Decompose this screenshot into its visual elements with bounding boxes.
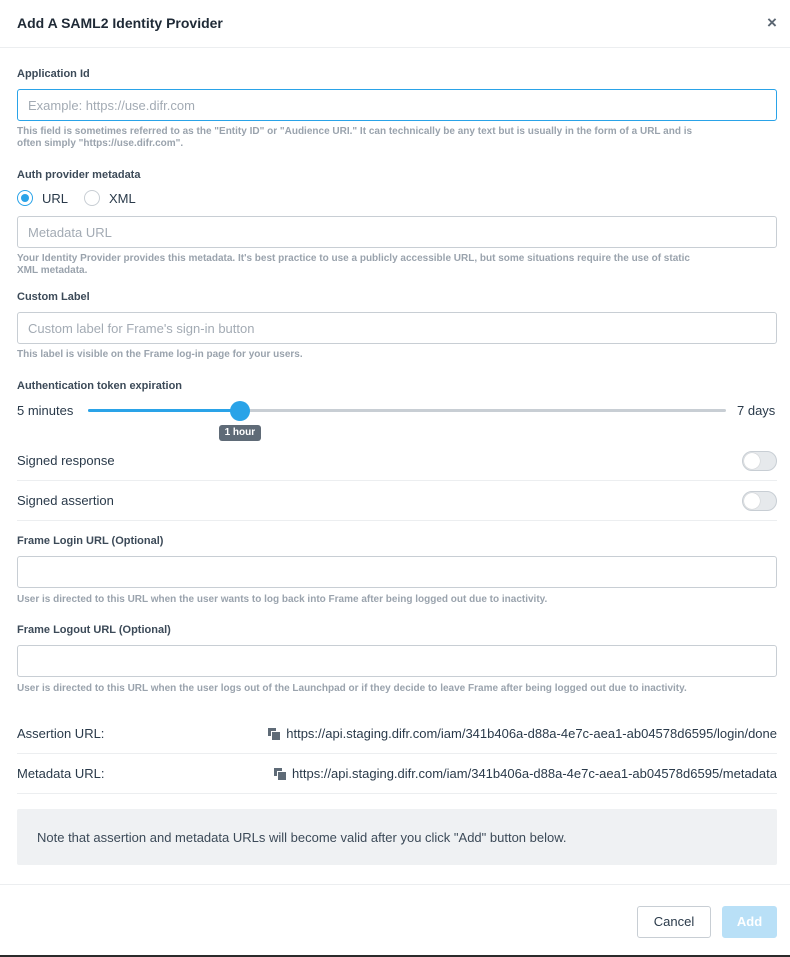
custom-label-input[interactable] <box>17 312 777 344</box>
signed-assertion-label: Signed assertion <box>17 493 114 508</box>
copy-icon[interactable] <box>274 768 286 780</box>
frame-logout-input[interactable] <box>17 645 777 677</box>
metadata-help-line1: Your Identity Provider provides this metadata. It's best practice to use a publicly accessible URL, but some situations require the use of static <box>17 253 690 264</box>
auth-metadata-label: Auth provider metadata <box>17 169 141 181</box>
radio-url[interactable] <box>17 190 33 206</box>
info-note-text: Note that assertion and metadata URLs will become valid after you click "Add" button below. <box>37 830 567 845</box>
toggle-knob <box>744 493 760 509</box>
metadata-url-value: https://api.staging.difr.com/iam/341b406a-d88a-4e7c-aea1-ab04578d6595/metadata <box>292 766 777 781</box>
token-expiration-label: Authentication token expiration <box>17 380 183 392</box>
toggle-knob <box>744 453 760 469</box>
signed-assertion-toggle[interactable] <box>742 491 777 511</box>
application-id-help-line1: This field is sometimes referred to as the "Entity ID" or "Audience URI." It can technically be any text but is usually in the form of a URL and is <box>17 126 693 137</box>
assertion-url-label: Assertion URL: <box>17 726 105 741</box>
dialog-header <box>0 0 790 48</box>
radio-xml[interactable] <box>84 190 100 206</box>
dialog-title: Add A SAML2 Identity Provider <box>17 15 223 31</box>
cancel-button[interactable]: Cancel <box>637 906 711 938</box>
dialog-footer <box>0 884 790 955</box>
application-id-input[interactable] <box>17 89 777 121</box>
slider-max-label: 7 days <box>737 403 776 418</box>
metadata-url-row <box>17 754 777 794</box>
metadata-url-value-wrap <box>274 766 777 781</box>
radio-xml-label[interactable]: XML <box>109 190 136 206</box>
custom-label-help: This label is visible on the Frame log-in page for your users. <box>17 349 303 360</box>
close-icon[interactable]: × <box>767 13 777 32</box>
signed-response-row <box>17 441 777 481</box>
assertion-url-value: https://api.staging.difr.com/iam/341b406a-d88a-4e7c-aea1-ab04578d6595/login/done <box>286 726 777 741</box>
add-button[interactable]: Add <box>722 906 777 938</box>
frame-login-label: Frame Login URL (Optional) <box>17 535 164 547</box>
application-id-help-line2: often simply "https://use.difr.com". <box>17 138 184 149</box>
assertion-url-row <box>17 714 777 754</box>
signed-response-toggle[interactable] <box>742 451 777 471</box>
application-id-help <box>17 126 767 150</box>
metadata-help-line2: XML metadata. <box>17 265 88 276</box>
slider-min-label: 5 minutes <box>17 403 74 418</box>
frame-logout-help: User is directed to this URL when the user logs out of the Launchpad or if they decide to leave Frame after being logged out due to inactivity. <box>17 683 687 694</box>
copy-icon[interactable] <box>268 728 280 740</box>
token-expiration-slider-track[interactable] <box>88 409 726 412</box>
signed-assertion-row <box>17 481 777 521</box>
metadata-url-input[interactable] <box>17 216 777 248</box>
frame-login-help: User is directed to this URL when the user wants to log back into Frame after being logged out due to inactivity. <box>17 594 548 605</box>
metadata-help <box>17 253 767 277</box>
info-note <box>17 809 777 865</box>
custom-label-label: Custom Label <box>17 291 90 303</box>
metadata-url-label: Metadata URL: <box>17 766 105 781</box>
assertion-url-value-wrap <box>268 726 777 741</box>
slider-fill <box>88 409 240 412</box>
radio-url-label[interactable]: URL <box>42 190 69 206</box>
frame-login-input[interactable] <box>17 556 777 588</box>
application-id-label: Application Id <box>17 68 90 80</box>
frame-logout-label: Frame Logout URL (Optional) <box>17 624 171 636</box>
signed-response-label: Signed response <box>17 453 115 468</box>
slider-value-badge: 1 hour <box>219 425 261 441</box>
slider-handle[interactable] <box>230 401 250 421</box>
metadata-type-radio-group <box>17 189 152 207</box>
